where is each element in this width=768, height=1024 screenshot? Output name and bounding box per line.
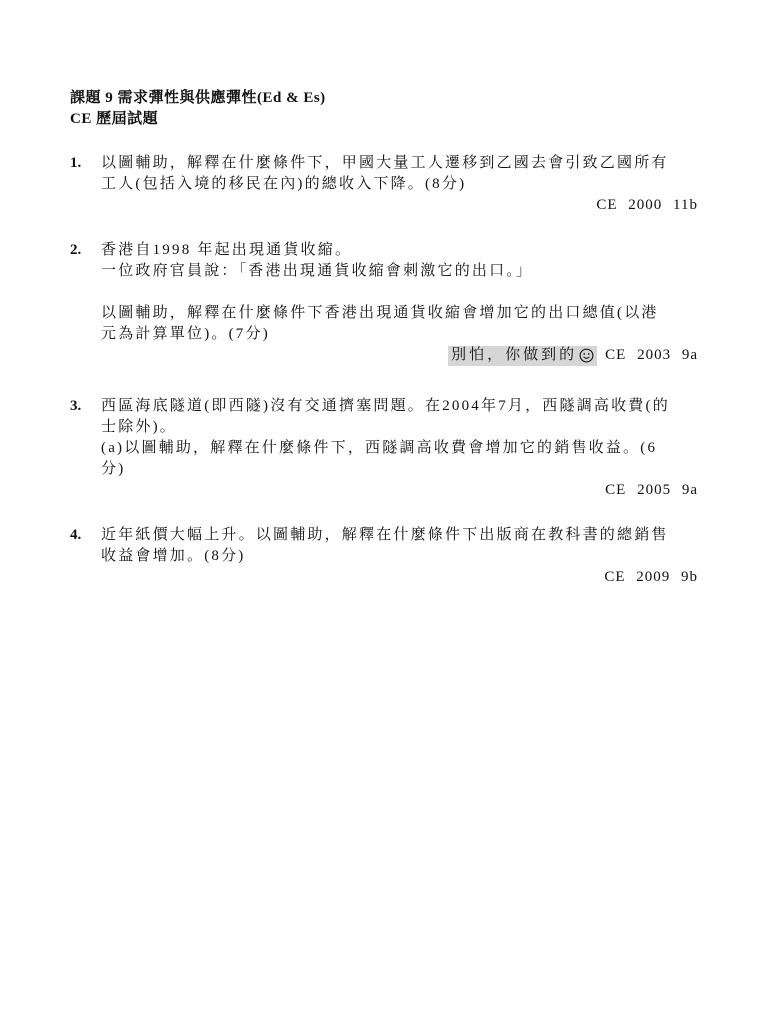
smiley-face-icon — [579, 348, 594, 363]
exam-reference: CE 2009 9b — [604, 569, 698, 585]
question-text-line: 收益會增加。(8分) — [101, 548, 246, 564]
question-number: 2. — [70, 242, 82, 258]
exam-reference: CE 2000 11b — [596, 197, 698, 213]
question-text-line: 分) — [101, 461, 126, 477]
question-text-line: 以圖輔助，解釋在什麼條件下，甲國大量工人遷移到乙國去會引致乙國所有 — [101, 155, 669, 171]
question-text-line: 西區海底隧道(即西隧)沒有交通擠塞問題。在2004年7月，西隧調高收費(的 — [101, 398, 670, 414]
question-number: 4. — [70, 527, 82, 543]
question-number: 3. — [70, 398, 82, 414]
exam-reference-row — [101, 345, 698, 366]
question-3 — [70, 396, 698, 501]
question-text-line: 一位政府官員說：「香港出現通貨收縮會刺激它的出口。」 — [101, 263, 534, 279]
question-2 — [70, 240, 698, 366]
encouragement-highlight — [448, 346, 597, 366]
question-body — [101, 396, 698, 501]
exam-reference: CE 2005 9a — [605, 482, 698, 498]
paragraph-gap — [101, 282, 698, 303]
question-body — [101, 153, 698, 216]
question-text-line: (a)以圖輔助，解釋在什麼條件下，西隧調高收費會增加它的銷售收益。(6 — [101, 440, 658, 456]
exam-reference: CE 2003 9a — [605, 347, 698, 363]
encouragement-text: 別怕，你做到的 — [451, 347, 578, 363]
section-subtitle: CE 歷屆試題 — [70, 111, 159, 127]
question-text-line: 工人(包括入境的移民在內)的總收入下降。(8分) — [101, 176, 467, 192]
question-body — [101, 240, 698, 366]
question-text-line: 以圖輔助，解釋在什麼條件下香港出現通貨收縮會增加它的出口總值(以港 — [101, 305, 659, 321]
document-header — [70, 88, 710, 130]
question-4 — [70, 525, 698, 588]
topic-title: 課題 9 需求彈性與供應彈性(Ed & Es) — [70, 90, 326, 106]
question-text-line: 士除外)。 — [101, 419, 177, 435]
question-number: 1. — [70, 155, 82, 171]
question-text-line: 香港自1998 年起出現通貨收縮。 — [101, 242, 353, 258]
question-1 — [70, 153, 698, 216]
question-text-line: 近年紙價大幅上升。以圖輔助，解釋在什麼條件下出版商在教科書的總銷售 — [101, 527, 669, 543]
question-body — [101, 525, 698, 588]
question-text-line: 元為計算單位)。(7分) — [101, 326, 270, 342]
